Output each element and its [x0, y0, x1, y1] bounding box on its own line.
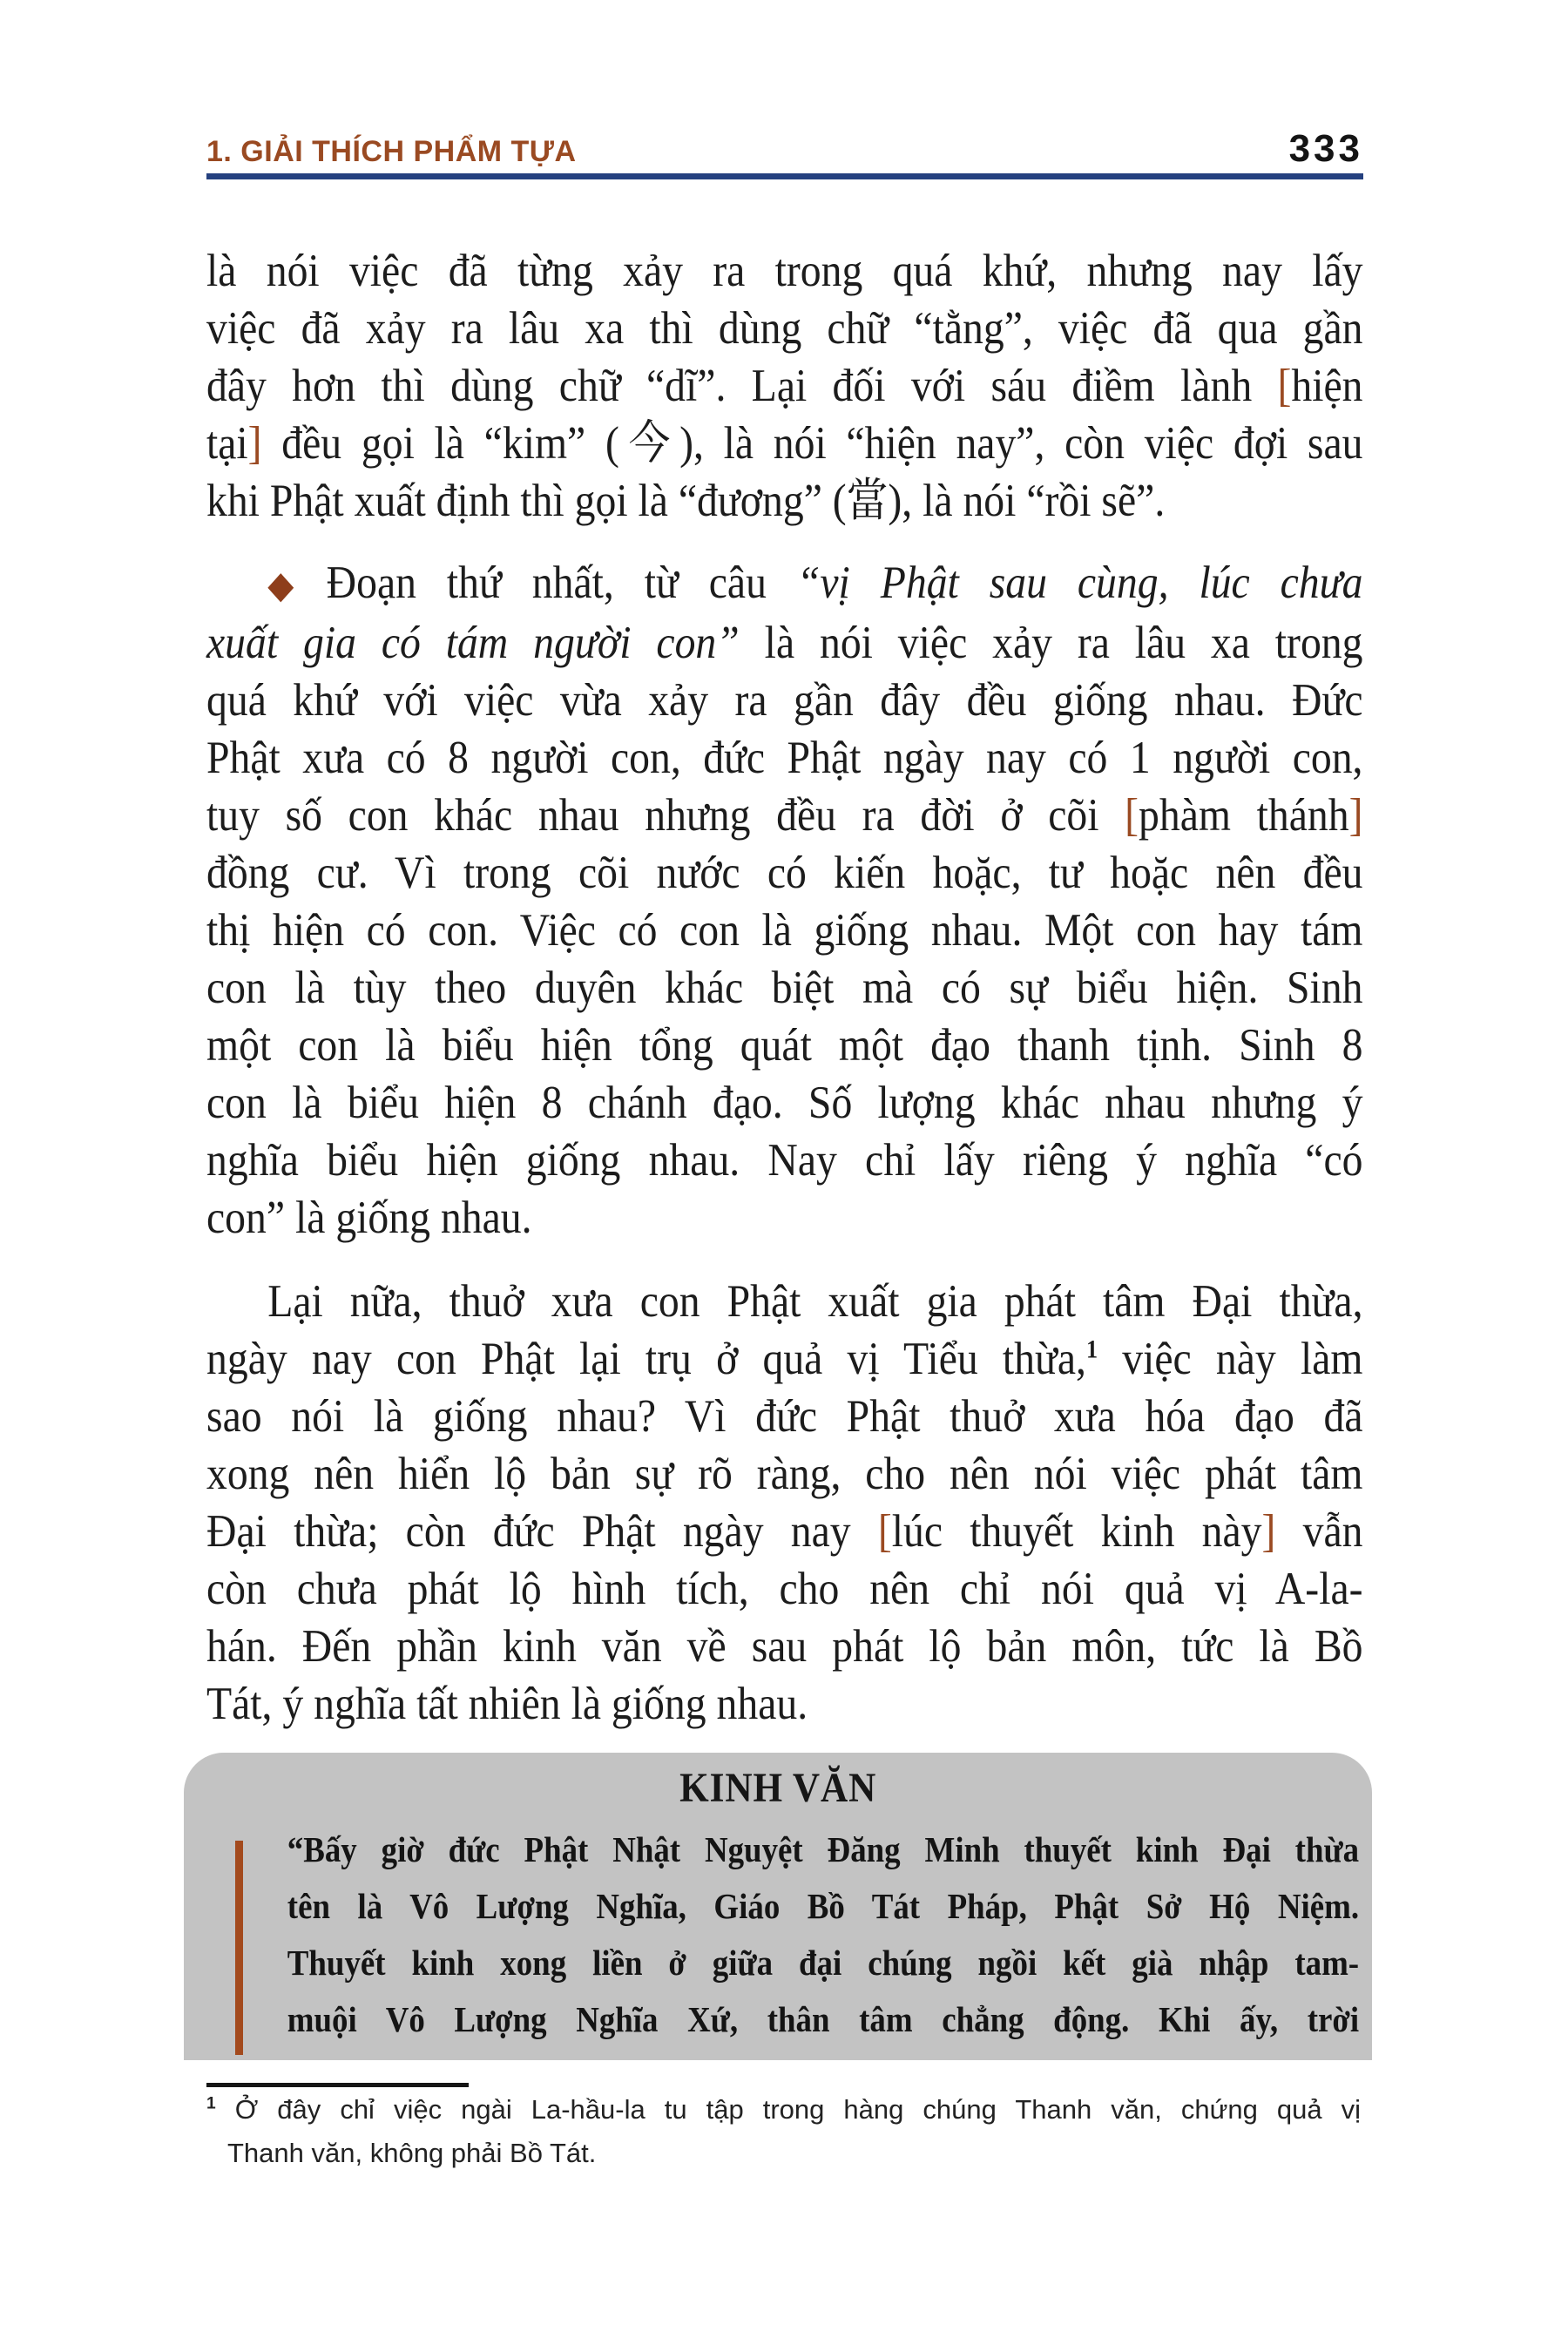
text-run: vẫn	[1275, 1506, 1363, 1557]
text-line	[206, 1330, 1363, 1388]
text-line	[206, 844, 1363, 902]
footnote	[206, 2088, 1361, 2175]
text-run: ngày nay con Phật lại trụ ở quả vị Tiểu thừa,	[206, 1334, 1086, 1384]
text-run: đồng cư. Vì trong cõi nước có kiến hoặc, tư hoặc nên đều	[206, 848, 1363, 898]
text-line	[206, 415, 1363, 472]
kinh-van-title: KINH VĂN	[679, 1765, 877, 1811]
footnote-ref: 1	[206, 2094, 216, 2113]
text-run: Thanh văn, không phải Bồ Tát.	[227, 2138, 597, 2168]
text-run: phàm thánh	[1139, 790, 1349, 841]
text-line	[206, 2132, 1361, 2175]
text-run: hán. Đến phần kinh văn về sau phát lộ bản môn, tức là Bồ	[206, 1621, 1363, 1672]
section-title: 1. GIẢI THÍCH PHẨM TỰA	[206, 135, 577, 168]
text-run: tuy số con khác nhau nhưng đều ra đời ở cõi	[206, 790, 1125, 841]
text-run: quá khứ với việc vừa xảy ra gần đây đều giống nhau. Đức	[206, 675, 1363, 726]
text-run: khi Phật xuất định thì gọi là “đương” (當), là nói “rồi sẽ”.	[206, 476, 1166, 526]
text-line	[206, 1388, 1363, 1445]
text-run: Tát, ý nghĩa tất nhiên là giống nhau.	[206, 1679, 808, 1729]
text-line	[206, 2088, 1361, 2132]
text-run: “Bấy giờ đức Phật Nhật Nguyệt Đăng Minh thuyết kinh Đại thừa	[287, 1829, 1360, 1869]
bracket: ]	[1261, 1506, 1276, 1557]
text-run: tại	[206, 418, 248, 469]
text-run: muội Vô Lượng Nghĩa Xứ, thân tâm chẳng động. Khi ấy, trời	[287, 1999, 1360, 2039]
text-run: hiện	[1291, 361, 1363, 411]
text-run: Phật xưa có 8 người con, đức Phật ngày nay có 1 người con,	[206, 733, 1363, 783]
italic-quote: “vị Phật sau cùng, lúc chưa	[796, 558, 1363, 608]
text-run: xong nên hiển lộ bản sự rõ ràng, cho nên nói việc phát tâm	[206, 1449, 1363, 1499]
text-run: Thuyết kinh xong liền ở giữa đại chúng ngồi kết già nhập tam-	[287, 1943, 1360, 1983]
footnote-ref: 1	[1085, 1335, 1098, 1364]
text-line	[206, 902, 1363, 959]
text-run: còn chưa phát lộ hình tích, cho nên chỉ nói quả vị A-la-	[206, 1564, 1363, 1614]
text-line	[287, 1991, 1359, 2048]
text-run: là nói việc đã từng xảy ra trong quá khứ, nhưng nay lấy	[206, 246, 1363, 296]
text-run: đều gọi là “kim” (今), là nói “hiện nay”, còn việc đợi sau	[261, 418, 1363, 469]
text-line	[206, 1074, 1363, 1132]
text-line	[206, 787, 1363, 844]
text-line	[287, 1821, 1359, 1878]
kinh-van-text	[287, 1821, 1359, 2048]
bracket: ]	[1348, 790, 1363, 841]
text-run: lúc thuyết kinh này	[891, 1506, 1262, 1557]
text-line	[206, 1189, 1363, 1247]
italic-quote: xuất gia có tám người con”	[206, 618, 740, 668]
text-run: Đại thừa; còn đức Phật ngày nay	[206, 1506, 878, 1557]
diamond-bullet-icon: ◆	[267, 564, 314, 607]
paragraph-3	[206, 1273, 1363, 1733]
text-line	[287, 1935, 1359, 1991]
text-line	[287, 1878, 1359, 1935]
text-line	[206, 1132, 1363, 1189]
text-line	[206, 1675, 1363, 1733]
text-line	[206, 1273, 1363, 1330]
body-text	[206, 242, 1363, 1733]
text-line	[206, 1618, 1363, 1675]
text-line	[206, 729, 1363, 787]
text-run: là nói việc xảy ra lâu xa trong	[739, 618, 1363, 668]
text-run: con là biểu hiện 8 chánh đạo. Số lượng khác nhau nhưng ý	[206, 1078, 1363, 1128]
running-header	[206, 127, 1363, 171]
bracket: [	[1277, 361, 1292, 411]
paragraph-1	[206, 242, 1363, 530]
text-line	[206, 1503, 1363, 1560]
paragraph-2	[206, 554, 1363, 1247]
text-run: một con là biểu hiện tổng quát một đạo thanh tịnh. Sinh 8	[206, 1020, 1363, 1071]
text-run: thị hiện có con. Việc có con là giống nhau. Một con hay tám	[206, 905, 1363, 956]
text-line	[206, 959, 1363, 1017]
text-line	[206, 672, 1363, 729]
text-run: Lại nữa, thuở xưa con Phật xuất gia phát tâm Đại thừa,	[267, 1276, 1363, 1327]
text-line	[206, 472, 1363, 530]
bracket: ]	[247, 418, 262, 469]
quote-bar	[235, 1841, 243, 2055]
text-run: con là tùy theo duyên khác biệt mà có sự biểu hiện. Sinh	[206, 963, 1363, 1013]
bracket: [	[1125, 790, 1139, 841]
text-line	[206, 1445, 1363, 1503]
footnote-rule	[206, 2083, 469, 2087]
text-run: sao nói là giống nhau? Vì đức Phật thuở xưa hóa đạo đã	[206, 1391, 1363, 1442]
text-run: Ở đây chỉ việc ngài La-hầu-la tu tập trong hàng chúng Thanh văn, chứng quả vị	[215, 2094, 1361, 2125]
text-run: đây hơn thì dùng chữ “dĩ”. Lại đối với sáu điềm lành	[206, 361, 1278, 411]
text-line	[206, 357, 1363, 415]
bracket: [	[877, 1506, 892, 1557]
text-run: nghĩa biểu hiện giống nhau. Nay chỉ lấy riêng ý nghĩa “có	[206, 1135, 1363, 1186]
text-line	[206, 242, 1363, 300]
text-run: việc này làm	[1098, 1334, 1363, 1384]
text-line	[206, 300, 1363, 357]
text-line	[206, 554, 1363, 614]
kinh-van-box	[184, 1753, 1372, 2060]
text-run: tên là Vô Lượng Nghĩa, Giáo Bồ Tát Pháp, Phật Sở Hộ Niệm.	[287, 1886, 1360, 1926]
text-run: con” là giống nhau.	[206, 1193, 532, 1243]
text-run: Đoạn thứ nhất, từ câu	[326, 558, 797, 608]
kinh-van-content	[184, 1753, 1372, 2048]
text-run: việc đã xảy ra lâu xa thì dùng chữ “tằng”, việc đã qua gần	[206, 303, 1363, 354]
text-line	[206, 1017, 1363, 1074]
text-line	[206, 1560, 1363, 1618]
page-number: 333	[1288, 127, 1363, 170]
header-rule	[206, 173, 1363, 179]
text-line	[206, 614, 1363, 672]
